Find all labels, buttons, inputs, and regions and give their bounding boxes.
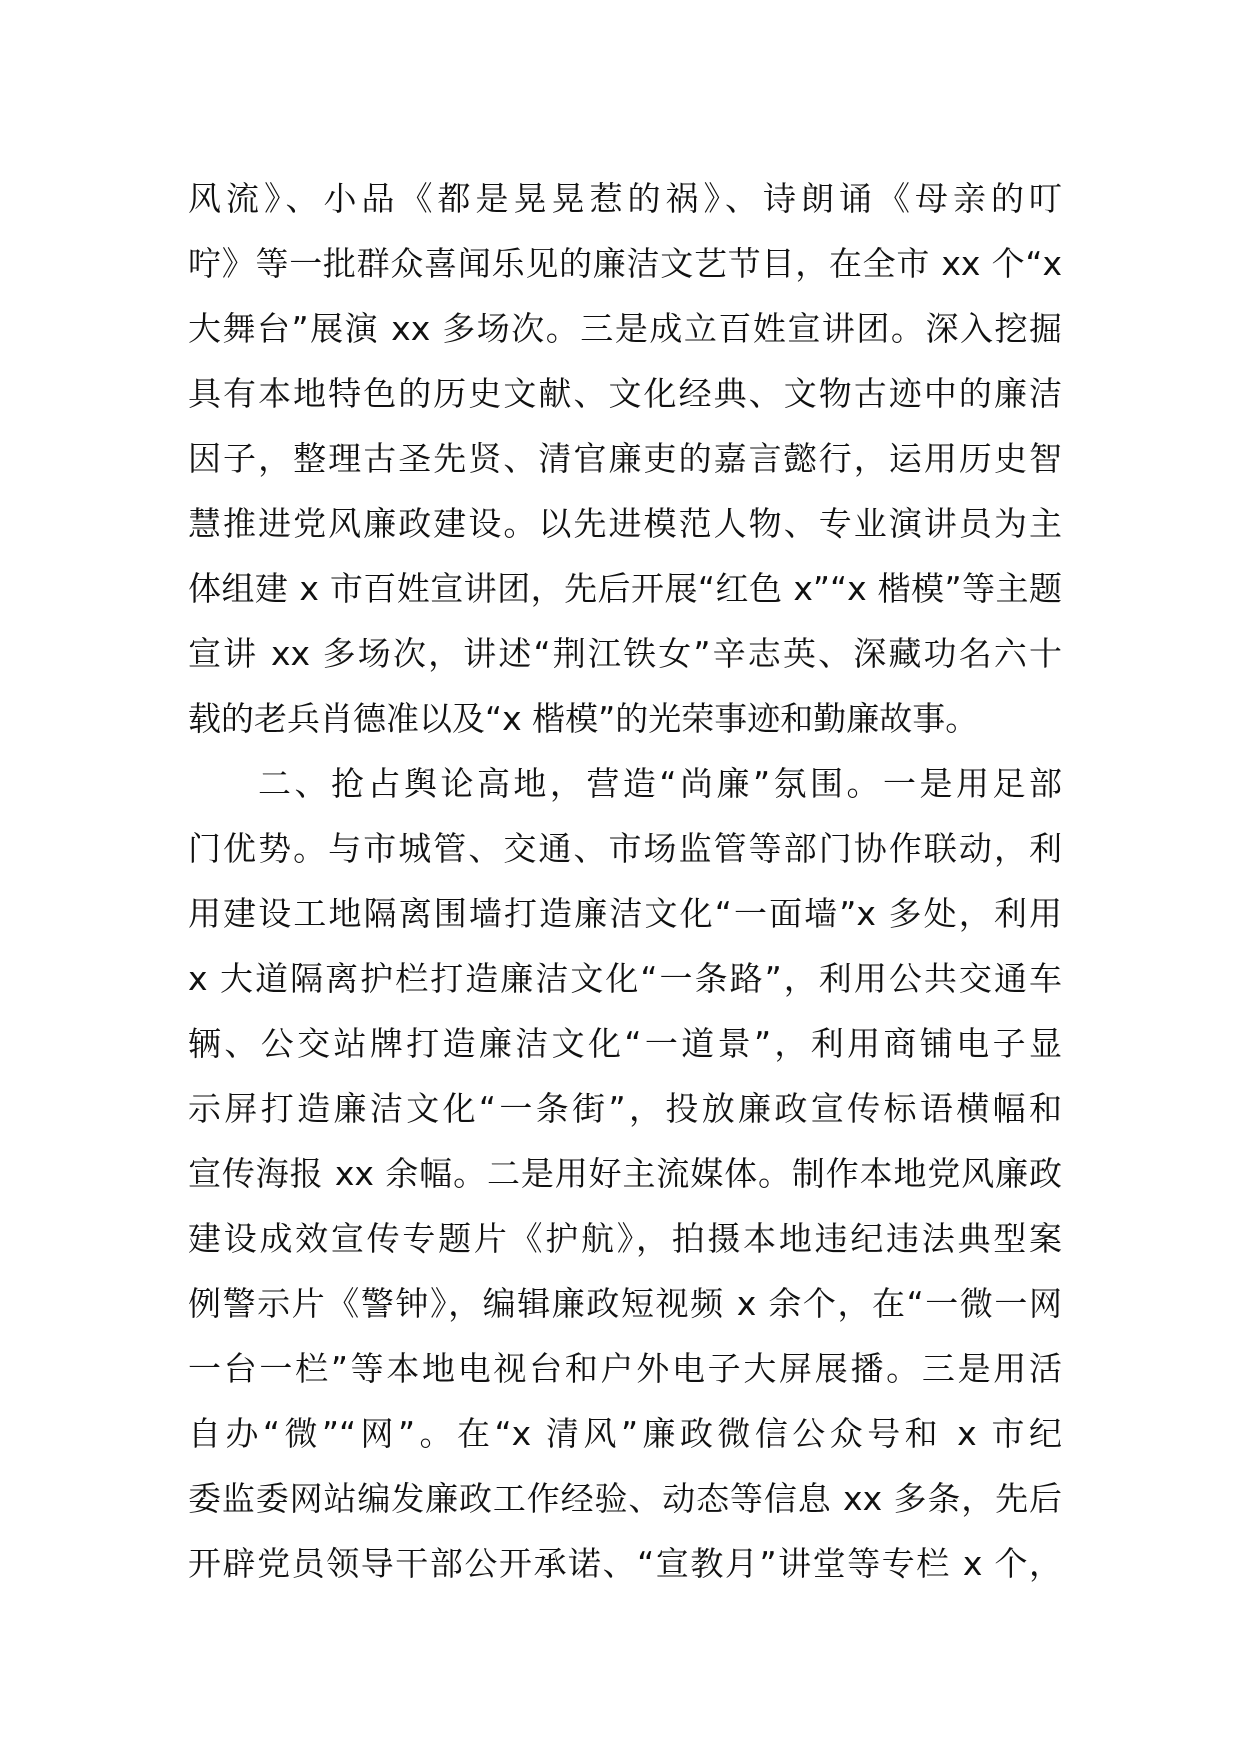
text-line: 开辟党员领导干部公开承诺、“宣教月”讲堂等专栏 x 个，	[188, 1544, 1062, 1583]
text-line: 慧推进党风廉政建设。以先进模范人物、专业演讲员为主	[188, 504, 1062, 543]
text-line: 自办“微”“网”。在“x 清风”廉政微信公众号和 x 市纪	[188, 1414, 1062, 1453]
paragraph-1	[188, 166, 1062, 751]
text-line: 一台一栏”等本地电视台和户外电子大屏展播。三是用活	[188, 1349, 1062, 1388]
text-line: 委监委网站编发廉政工作经验、动态等信息 xx 多条，先后	[188, 1479, 1062, 1518]
text-line: 辆、公交站牌打造廉洁文化“一道景”，利用商铺电子显	[188, 1024, 1062, 1063]
text-line: x 大道隔离护栏打造廉洁文化“一条路”，利用公共交通车	[188, 959, 1062, 998]
text-line: 宣传海报 xx 余幅。二是用好主流媒体。制作本地党风廉政	[188, 1154, 1062, 1193]
text-line: 宣讲 xx 多场次，讲述“荆江铁女”辛志英、深藏功名六十	[188, 634, 1062, 673]
text-line: 因子，整理古圣先贤、清官廉吏的嘉言懿行，运用历史智	[188, 439, 1062, 478]
text-line-first: 二、抢占舆论高地，营造“尚廉”氛围。一是用足部	[258, 764, 1062, 803]
text-line: 门优势。与市城管、交通、市场监管等部门协作联动，利	[188, 829, 1062, 868]
text-line: 用建设工地隔离围墙打造廉洁文化“一面墙”x 多处，利用	[188, 894, 1062, 933]
text-line: 咛》等一批群众喜闻乐见的廉洁文艺节目，在全市 xx 个“x	[188, 244, 1062, 283]
paragraph-2	[188, 751, 1062, 1596]
text-line-last: 载的老兵肖德准以及“x 楷模”的光荣事迹和勤廉故事。	[188, 699, 979, 738]
text-line: 示屏打造廉洁文化“一条街”，投放廉政宣传标语横幅和	[188, 1089, 1062, 1128]
text-line: 例警示片《警钟》，编辑廉政短视频 x 余个，在“一微一网	[188, 1284, 1062, 1323]
text-line: 大舞台”展演 xx 多场次。三是成立百姓宣讲团。深入挖掘	[188, 309, 1062, 348]
document-body	[188, 166, 1062, 1596]
text-line: 具有本地特色的历史文献、文化经典、文物古迹中的廉洁	[188, 374, 1062, 413]
text-line: 建设成效宣传专题片《护航》，拍摄本地违纪违法典型案	[188, 1219, 1062, 1258]
text-line: 体组建 x 市百姓宣讲团，先后开展“红色 x”“x 楷模”等主题	[188, 569, 1062, 608]
text-line: 风流》、小品《都是晃晃惹的祸》、诗朗诵《母亲的叮	[188, 179, 1062, 218]
